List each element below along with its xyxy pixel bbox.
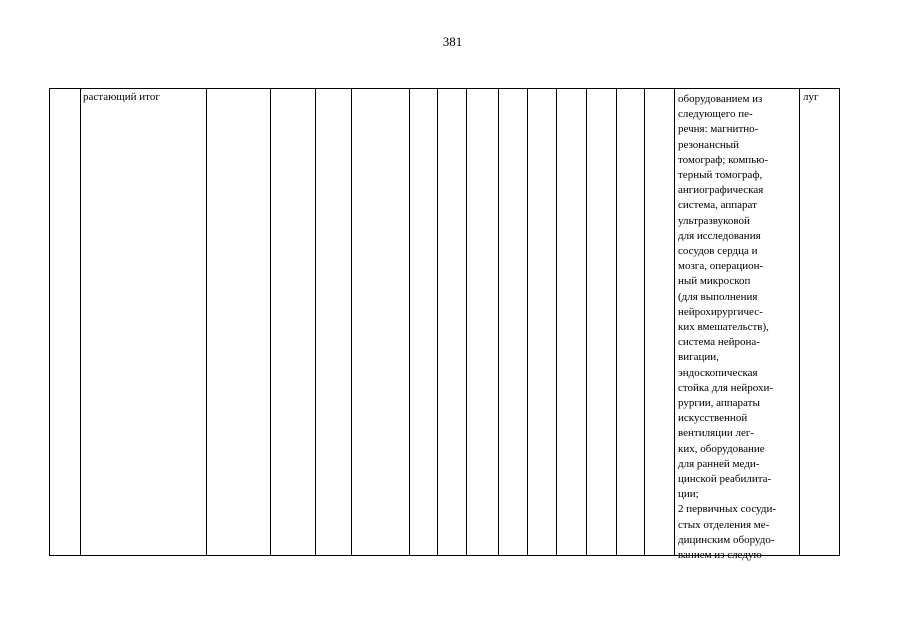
column-divider (556, 89, 557, 555)
description-line: нейрохирургичес- (678, 305, 763, 318)
description-line: ванием из следую- (678, 549, 766, 562)
column-divider (527, 89, 528, 555)
description-line: ких, оборудование (678, 442, 765, 455)
column-divider (315, 89, 316, 555)
column-divider (616, 89, 617, 555)
description-line: мозга, операцион- (678, 260, 764, 273)
description-line: ции; (678, 488, 699, 501)
column-divider (351, 89, 352, 555)
column-divider (799, 89, 800, 555)
description-line: следующего пе- (678, 108, 753, 121)
description-line: вигации, (678, 351, 719, 364)
column-divider (409, 89, 410, 555)
description-line: система нейрона- (678, 336, 760, 349)
column-divider (466, 89, 467, 555)
description-line: ультразвуковой (678, 214, 750, 227)
column-divider (644, 89, 645, 555)
description-line: дицинским оборудо- (678, 533, 775, 546)
description-line: резонансный (678, 138, 739, 151)
description-line: эндоскопическая (678, 366, 758, 379)
column-divider (674, 89, 675, 555)
description-line: искусственной (678, 412, 748, 425)
last-column-text: луг (803, 91, 819, 103)
description-line: ких вмешательств), (678, 321, 769, 334)
data-table (49, 88, 840, 562)
column-divider (80, 89, 81, 555)
description-line: терный томограф, (678, 169, 763, 182)
description-line: для исследования (678, 229, 761, 242)
description-line: система, аппарат (678, 199, 757, 212)
description-line: (для выполнения (678, 290, 758, 303)
row-label: растающий итог (83, 91, 160, 103)
description-line: 2 первичных сосуди- (678, 503, 777, 516)
column-divider (498, 89, 499, 555)
description-line: томограф; компью- (678, 153, 769, 166)
page-number: 381 (442, 34, 463, 49)
column-divider (437, 89, 438, 555)
description-line: стых отделения ме- (678, 518, 770, 531)
description-line: ный микроскоп (678, 275, 751, 288)
description-line: рургии, аппараты (678, 397, 760, 410)
description-line: стойка для нейрохи- (678, 381, 774, 394)
description-line: сосудов сердца и (678, 245, 758, 258)
column-divider (206, 89, 207, 555)
description-line: цинской реабилита- (678, 473, 772, 486)
description-line: ангиографическая (678, 184, 764, 197)
description-line: вентиляции лег- (678, 427, 755, 440)
description-line: для ранней меди- (678, 457, 760, 470)
description-line: оборудованием из (678, 93, 763, 105)
column-divider (270, 89, 271, 555)
equipment-description (678, 92, 776, 563)
column-divider (586, 89, 587, 555)
description-line: речня: магнитно- (678, 123, 759, 136)
